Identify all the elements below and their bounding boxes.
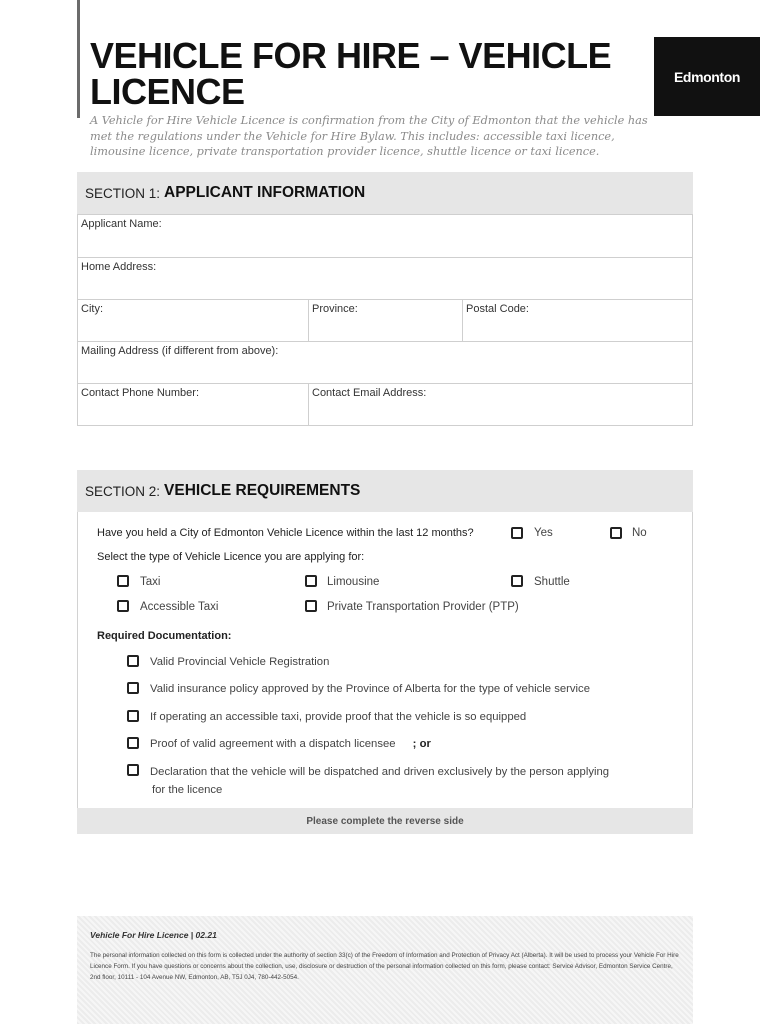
- page-title: [90, 35, 650, 112]
- phone-label: Contact Phone Number:: [81, 387, 200, 399]
- taxi-checkbox[interactable]: [117, 575, 129, 587]
- shuttle-checkbox[interactable]: [511, 575, 523, 587]
- doc-accessible-proof-label: If operating an accessible taxi, provide proof that the vehicle is so equipped: [150, 711, 527, 723]
- section1-name: APPLICANT INFORMATION: [164, 184, 366, 201]
- title-line-1: VEHICLE FOR HIRE – VEHICLE: [90, 35, 612, 76]
- taxi-label: Taxi: [140, 576, 161, 588]
- footer: [77, 916, 693, 1024]
- licence-type-prompt: Select the type of Vehicle Licence you are applying for:: [97, 551, 365, 563]
- reverse-side-note: [77, 808, 693, 834]
- city-label: City:: [81, 303, 103, 315]
- doc-accessible-proof-checkbox[interactable]: [127, 710, 139, 722]
- row-home-address: [78, 257, 692, 299]
- doc-declaration-label: [150, 763, 609, 799]
- yes-label: Yes: [534, 527, 553, 539]
- intro-text: A Vehicle for Hire Vehicle Licence is confirmation from the City of Edmonton that the vehicle has met the regulations under the Vehicle for Hire Bylaw. This includes: accessible taxi licence, limousine licence, private transportation provider licence, shuttle licence or taxi licence.: [90, 114, 648, 158]
- applicant-name-label: Applicant Name:: [81, 218, 162, 230]
- yes-checkbox[interactable]: [511, 527, 523, 539]
- section2-number: SECTION 2:: [85, 483, 161, 499]
- header-accent-bar: [77, 0, 80, 118]
- doc-registration-label: Valid Provincial Vehicle Registration: [150, 656, 330, 668]
- ptp-checkbox[interactable]: [305, 600, 317, 612]
- doc-dispatch-or: ; or: [412, 738, 431, 750]
- doc-dispatch-agreement-checkbox[interactable]: [127, 737, 139, 749]
- row-mailing-address: [78, 341, 692, 383]
- shuttle-label: Shuttle: [534, 576, 570, 588]
- doc-insurance-label: Valid insurance policy approved by the Province of Alberta for the type of vehicle service: [150, 683, 590, 695]
- doc-dispatch-agreement-text: Proof of valid agreement with a dispatch licensee: [150, 738, 396, 750]
- limousine-label: Limousine: [327, 576, 380, 588]
- email-label: Contact Email Address:: [312, 387, 427, 399]
- section1-number: SECTION 1:: [85, 185, 161, 201]
- form-id: Vehicle For Hire Licence | 02.21: [90, 930, 217, 940]
- no-checkbox[interactable]: [610, 527, 622, 539]
- mailing-address-field[interactable]: [78, 342, 692, 383]
- section1-header: [77, 172, 693, 214]
- province-field[interactable]: [308, 300, 462, 341]
- postal-code-field[interactable]: [462, 300, 692, 341]
- title-line-2: LICENCE: [90, 71, 245, 112]
- home-address-label: Home Address:: [81, 261, 157, 273]
- no-label: No: [632, 527, 647, 539]
- city-field[interactable]: [78, 300, 308, 341]
- row-applicant-name: [78, 215, 692, 257]
- ptp-label: Private Transportation Provider (PTP): [327, 601, 519, 613]
- doc-declaration-line1: Declaration that the vehicle will be dispatched and driven exclusively by the person applying: [150, 766, 610, 778]
- doc-declaration-checkbox[interactable]: [127, 764, 139, 776]
- doc-insurance-checkbox[interactable]: [127, 682, 139, 694]
- email-field[interactable]: [308, 384, 692, 425]
- accessible-taxi-label: Accessible Taxi: [140, 601, 219, 613]
- doc-declaration-line2: for the licence: [152, 784, 223, 796]
- privacy-notice: The personal information collected on this form is collected under the authority of section 33(c) of the Freedom of Information and Protection of Privacy Act (Alberta). It will be used to process your Vehicle For Hire Licence Form. If you have questions or concerns about the collection, use, disclosure or destruction of the personal information collected on this form, please contact: Service Advisor, Edmonton Service Centre, 2nd floor, 10111 - 104 Avenue NW, Edmonton, AB, T5J 0J4, 780-442-5054.: [90, 952, 679, 981]
- phone-field[interactable]: [78, 384, 308, 425]
- home-address-field[interactable]: [78, 258, 692, 299]
- logo-text: Edmonton: [673, 68, 740, 85]
- doc-dispatch-agreement-label: [150, 735, 431, 753]
- limousine-checkbox[interactable]: [305, 575, 317, 587]
- doc-registration-checkbox[interactable]: [127, 655, 139, 667]
- edmonton-logo: [654, 37, 760, 116]
- row-contact: [78, 383, 692, 425]
- reverse-side-text: Please complete the reverse side: [306, 815, 464, 827]
- province-label: Province:: [312, 303, 358, 315]
- row-city: [78, 299, 692, 341]
- held-licence-question: Have you held a City of Edmonton Vehicle Licence within the last 12 months?: [97, 527, 474, 539]
- applicant-name-field[interactable]: [78, 215, 692, 257]
- accessible-taxi-checkbox[interactable]: [117, 600, 129, 612]
- section2-name: VEHICLE REQUIREMENTS: [164, 482, 361, 499]
- postal-code-label: Postal Code:: [466, 303, 529, 315]
- section2-header: [77, 470, 693, 512]
- required-documentation-heading: Required Documentation:: [97, 630, 232, 642]
- mailing-address-label: Mailing Address (if different from above):: [81, 345, 279, 357]
- applicant-info-grid: [77, 214, 693, 426]
